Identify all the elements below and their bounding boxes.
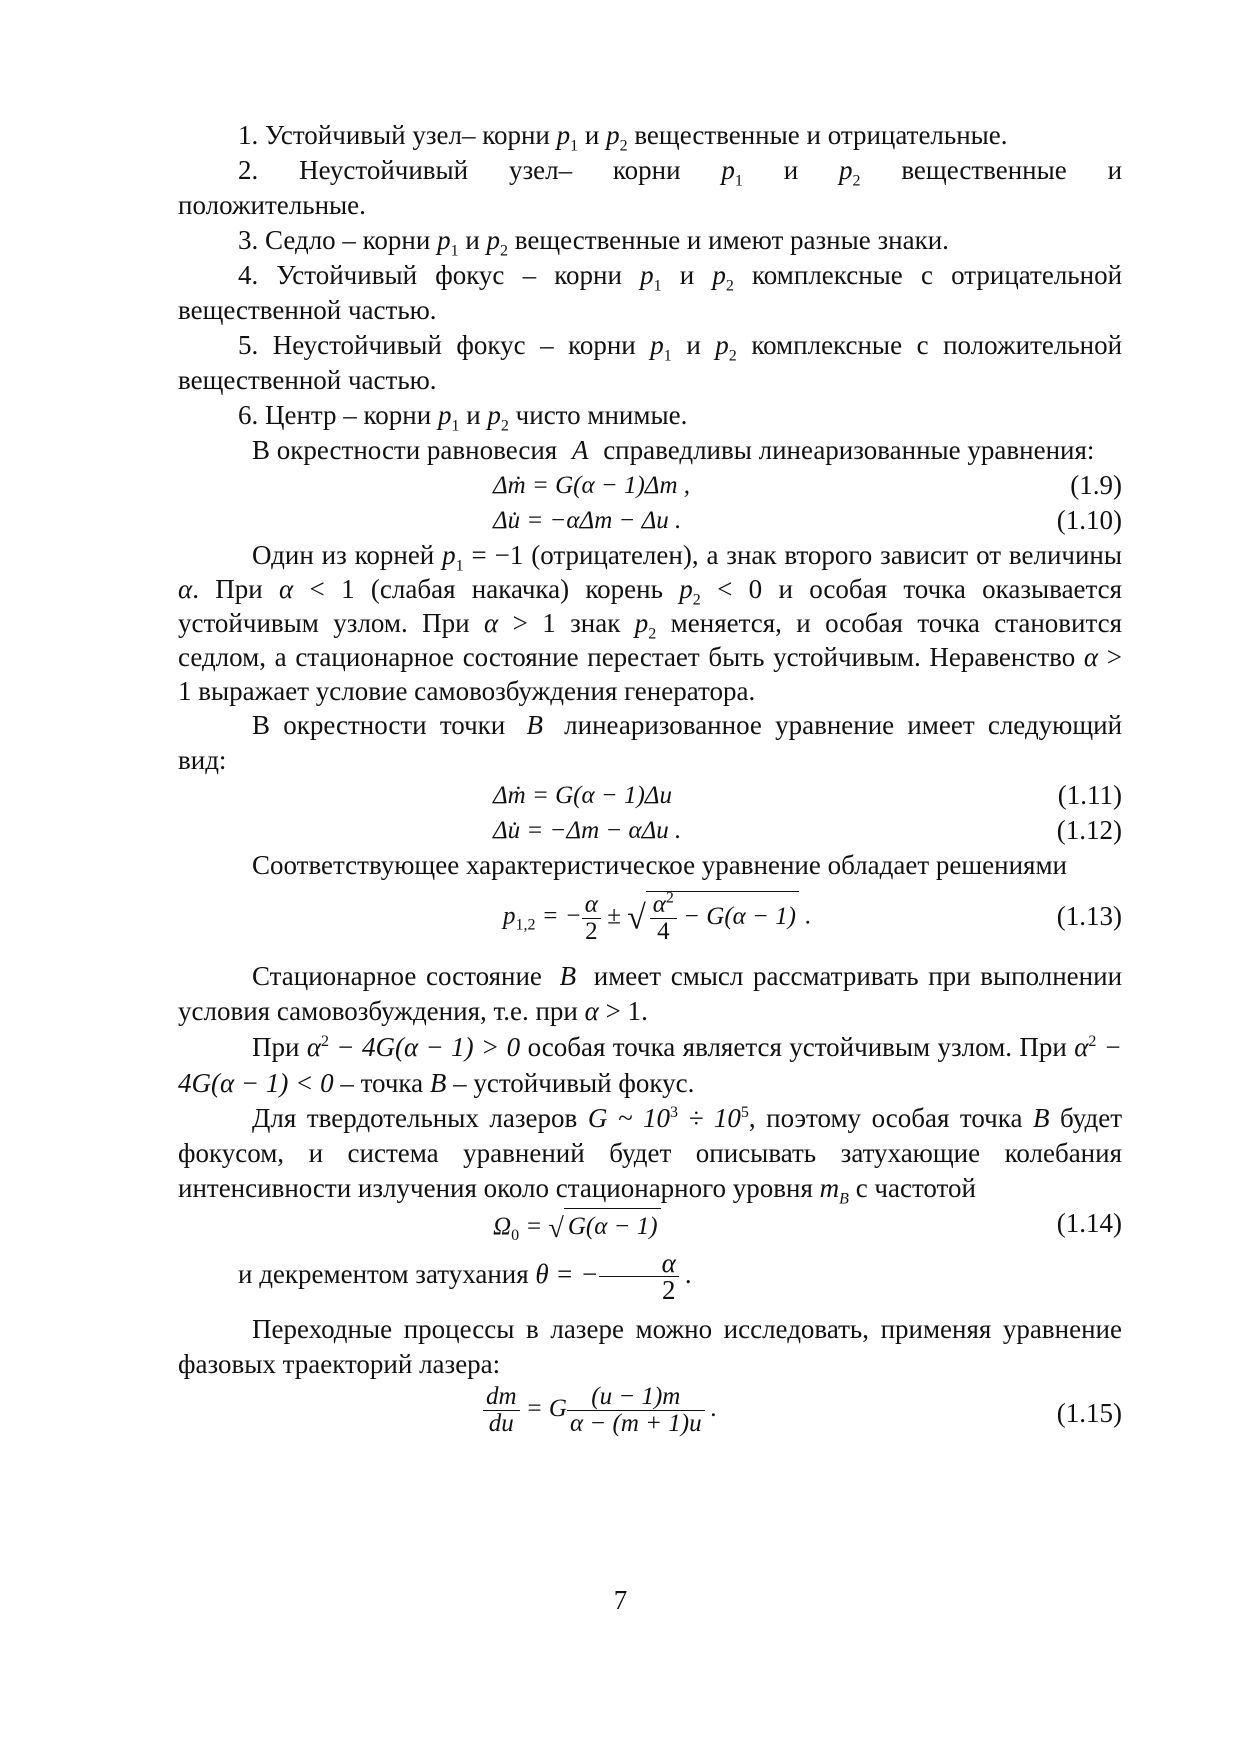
stationary-paragraph: Стационарное состояние B имеет смысл рассматривать при выполнении условия самовозбуждения, т.е. при α > 1. — [178, 961, 1123, 1026]
item-5: 5. Неустойчивый фокус – корни $p_1$ и $p_2$ комплексные с положительной вещественной частью. — [178, 330, 1123, 395]
item-6: 6. Центр – корни $p_1$ и $p_2$ чисто мнимые. — [238, 400, 688, 435]
transition-paragraph: Переходные процессы в лазере можно исследовать, применяя уравнение фазовых траекторий лазера: — [178, 1314, 1122, 1379]
equation-1-11: Δṁ = G(α − 1)Δu (1.11) — [493, 780, 1122, 810]
root-a-paragraph: Один из корней $p_1 = -1$ (отрицателен), а знак второго зависит от величины α. При α < 1 (слабая накачка) корень $p_2 < 0$ и особая точка оказывается устойчивым узлом. При α > 1 знак $p_2$ меняется, и особая точка становится седлом, а стационарное состояние перестает быть устойчивым. Неравенство α > 1 выражает условие самовозбуждения генератора. — [178, 540, 1123, 706]
condition-paragraph: При $\alpha^2 - 4G(\alpha - 1) > 0$ особая точка является устойчивым узлом. При $\alpha^2 - 4G(\alpha - 1) < 0$ – точка B – устойчивый фокус. — [178, 1032, 1123, 1098]
eq-a-intro: В окрестности равновесия A справедливы линеаризованные уравнения: — [252, 435, 1095, 465]
equation-1-12: Δu̇ = −Δm − αΔu . (1.12) — [493, 815, 1122, 845]
eq-b-intro: В окрестности точки B линеаризованное уравнение имеет следующий вид: — [178, 710, 1123, 775]
equation-1-13: $p_{1,2}$ = − $\frac{\alpha}{2}$ ± √ $\frac{\alpha^2}{4}$ − G(α − 1) . (1.13) — [503, 889, 1122, 945]
decrement-line: и декрементом затухания θ = − $\frac{\alpha}{2}$ . — [238, 1248, 693, 1306]
equation-1-14: $\Omega_0$ = √ G(α − 1) (1.14) — [493, 1208, 1122, 1244]
item-2: 2. Неустойчивый узел– корни $p_1$ и $p_2$ вещественные и положительные. — [178, 155, 1123, 220]
page-body — [178, 118, 1122, 1446]
item-1: 1. Устойчивый узел– корни $p_1$ и $p_2$ вещественные и отрицательные. — [238, 120, 1008, 155]
item-4: 4. Устойчивый фокус – корни $p_1$ и $p_2$ комплексные с отрицательной вещественной частью. — [178, 260, 1123, 325]
equation-1-10: Δu̇ = −αΔm − Δu . (1.10) — [493, 505, 1122, 535]
item-3: 3. Седло – корни $p_1$ и $p_2$ вещественные и имеют разные знаки. — [238, 225, 949, 260]
equation-1-15: $\frac{dm}{du}$ = G $\frac{(u - 1)m}{\alpha - (m + 1)u}$ . (1.15) — [178, 1382, 1122, 1446]
page-number: 7 — [613, 1585, 628, 1615]
char-intro: Соответствующее характеристическое уравнение обладает решениями — [252, 850, 1067, 880]
solid-state-paragraph: Для твердотельных лазеров G ~ $10^3 \div 10^5$, поэтому особая точка B будет фокусом, и система уравнений будет описывать затухающие колебания интенсивности излучения около стационарного уровня $m_B$ с частотой — [178, 1103, 1123, 1208]
equation-1-9: Δṁ = G(α − 1)Δm , (1.9) — [493, 470, 1122, 500]
